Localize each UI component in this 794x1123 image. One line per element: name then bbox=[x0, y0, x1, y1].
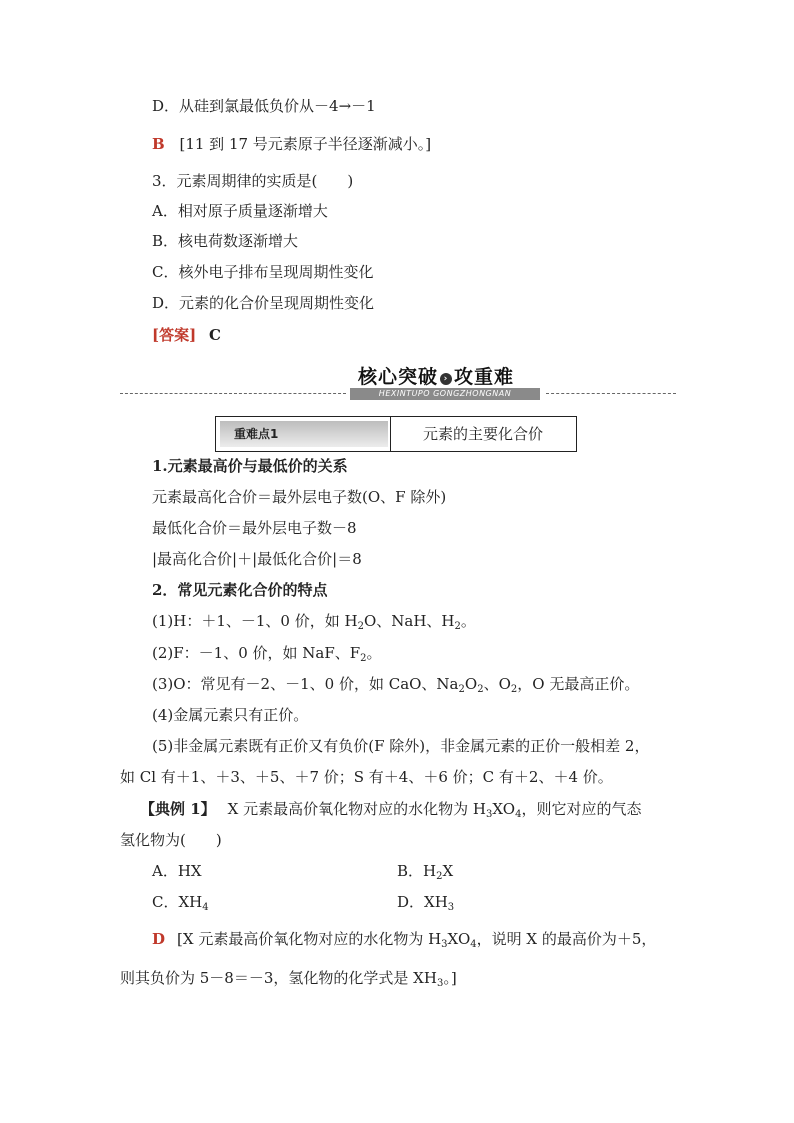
key-point-tag: 重难点1 bbox=[234, 427, 279, 441]
section2-heading: 2．常见元素化合价的特点 bbox=[152, 581, 328, 599]
section1-line2: 最低化合价＝最外层电子数－8 bbox=[152, 519, 357, 537]
key-point-box bbox=[215, 416, 577, 452]
banner-title-left: 核心突破 bbox=[358, 366, 439, 388]
banner-divider-right bbox=[546, 393, 676, 394]
example1-answer-letter: D bbox=[152, 930, 166, 948]
section-banner-title bbox=[358, 362, 514, 389]
example1-option-d: D．$XH_3$ bbox=[397, 893, 455, 913]
arrow-icon: › bbox=[440, 373, 452, 385]
section2-nonmetal-2: 如 Cl 有＋1、＋3、＋5、＋7 价；S 有＋4、＋6 价；C 有＋2、＋4 价。 bbox=[120, 768, 613, 786]
example1-stem-line2: 氢化物为( ) bbox=[120, 831, 222, 849]
banner-divider-left bbox=[120, 393, 346, 394]
q3-option-b: B．核电荷数逐渐增大 bbox=[152, 232, 299, 250]
example1-explanation-line1: D [X 元素最高价氧化物对应的水化物为 $H_3XO_4$，说明 X 的最高价为＋5， bbox=[152, 930, 657, 950]
section2-oxygen: (3)O：常见有－2、－1、0 价，如 CaO、$Na_2O_2$、$O_2$，O 无最高正价。 bbox=[152, 675, 640, 695]
q3-answer-letter: C bbox=[208, 326, 221, 344]
q2-option-d: D．从硅到氯最低负价从－4→－1 bbox=[152, 97, 376, 115]
key-point-title: 元素的主要化合价 bbox=[422, 425, 543, 443]
q3-option-d: D．元素的化合价呈现周期性变化 bbox=[152, 294, 375, 312]
q3-answer bbox=[152, 325, 221, 345]
section2-fluorine: (2)F：－1、0 价，如 NaF、$F_2$。 bbox=[152, 644, 382, 664]
example1-explanation-line2: 则其负价为 5－8＝－3，氢化物的化学式是 $XH_3$。] bbox=[120, 969, 457, 989]
banner-subtitle: HEXINTUPO GONGZHONGNAN bbox=[350, 388, 540, 400]
example1-option-b: B．$H_2X$ bbox=[397, 862, 454, 882]
section1-line3: |最高化合价|＋|最低化合价|＝8 bbox=[152, 550, 362, 568]
example1-label: 【典例 1】 bbox=[140, 800, 216, 818]
q3-option-c: C．核外电子排布呈现周期性变化 bbox=[152, 263, 374, 281]
section2-nonmetal-1: (5)非金属元素既有正价又有负价(F 除外)，非金属元素的正价一般相差 2， bbox=[152, 737, 650, 755]
example1-stem-line1: 【典例 1】 X 元素最高价氧化物对应的水化物为 $H_3XO_4$，则它对应的气态 bbox=[140, 800, 642, 820]
example1-option-a: A．HX bbox=[152, 862, 202, 880]
section1-line1: 元素最高化合价＝最外层电子数(O、F 除外) bbox=[152, 488, 447, 506]
section2-metal: (4)金属元素只有正价。 bbox=[152, 706, 309, 724]
banner-title-right: 攻重难 bbox=[454, 366, 515, 388]
example1-option-c: C．$XH_4$ bbox=[152, 893, 209, 913]
section1-heading: 1.元素最高价与最低价的关系 bbox=[152, 457, 348, 475]
q2-answer-letter: B bbox=[152, 135, 165, 153]
q3-stem: 3．元素周期律的实质是( ) bbox=[152, 172, 354, 190]
q2-explanation: [11 到 17 号元素原子半径逐渐减小。] bbox=[179, 135, 432, 153]
q3-answer-label: [答案] bbox=[152, 326, 197, 344]
section2-hydrogen: (1)H：＋1、－1、0 价，如 $H_2O$、NaH、$H_2$。 bbox=[152, 612, 476, 632]
key-point-tag-bg bbox=[220, 421, 388, 447]
q2-answer bbox=[152, 134, 431, 154]
q3-option-a: A．相对原子质量逐渐增大 bbox=[152, 202, 328, 220]
